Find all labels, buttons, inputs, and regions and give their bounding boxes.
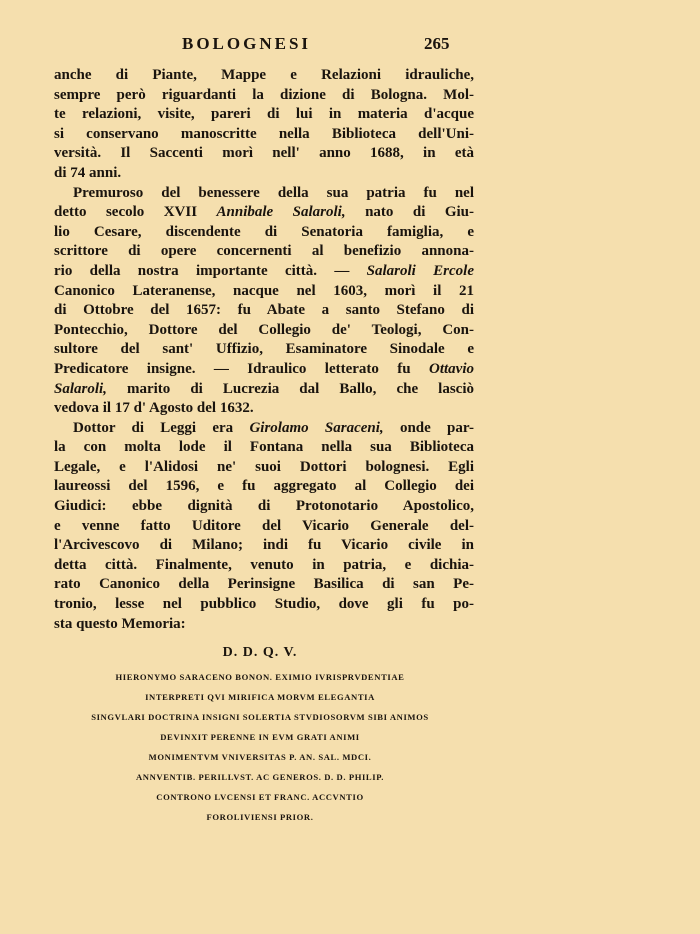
italic-name: Ottavio	[429, 360, 474, 377]
inscription-heading: D. D. Q. V.	[222, 645, 298, 660]
inscription-line: CONTRONO LVCENSI ET FRANC. ACCVNTIO	[156, 792, 364, 802]
text-line	[54, 615, 474, 635]
text-segment: Legale, e l'Alidosi ne' suoi Dottori bolognesi. Egli	[54, 458, 474, 475]
text-line	[54, 556, 474, 576]
text-line	[54, 282, 474, 302]
body-text	[54, 66, 474, 634]
text-line	[54, 301, 474, 321]
inscription-line: MONIMENTVM VNIVERSITAS P. AN. SAL. MDCI.	[148, 752, 372, 762]
text-segment: Giudici: ebbe dignità di Protonotario Apostolico,	[54, 498, 474, 515]
inscription-line: FOROLIVIENSI PRIOR.	[206, 812, 314, 822]
italic-name: Annibale Salaroli,	[216, 204, 346, 221]
text-line: anche di Piante, Mappe e Relazioni idrauliche,	[54, 67, 474, 83]
text-segment: sultore del sant' Uffizio, Esaminatore Sinodale e	[54, 341, 474, 358]
page-number: 265	[424, 34, 450, 53]
paragraph-1	[54, 66, 474, 184]
inscription-line: INTERPRETI QVI MIRIFICA MORVM ELEGANTIA	[145, 692, 375, 702]
text-line	[54, 223, 474, 243]
inscription-line: ANNVENTIB. PERILLVST. AC GENEROS. D. D. PHILIP.	[135, 772, 385, 782]
text-segment: Pontecchio, Dottore del Collegio de' Teologi, Con-	[54, 321, 474, 338]
text-line: te relazioni, visite, pareri di lui in materia d'acque	[54, 106, 474, 123]
text-segment: Canonico Lateranense, nacque nel 1603, morì il 21	[54, 282, 474, 299]
text-line: versità. Il Saccenti morì nell' anno 1688, in età	[54, 145, 474, 162]
text-line	[54, 458, 474, 478]
memorial-inscription	[40, 645, 480, 827]
inscription-lines	[40, 667, 480, 827]
text-line	[54, 517, 474, 537]
text-segment: nato di Giu-	[345, 204, 474, 221]
italic-name: Salaroli Ercole	[366, 262, 474, 279]
italic-name: Salaroli,	[54, 380, 107, 397]
text-segment: tronio, lesse nel pubblico Studio, dove gli fu po-	[54, 596, 474, 613]
text-line	[54, 536, 474, 556]
text-segment: la con molta lode il Fontana nella sua Biblioteca	[54, 439, 474, 456]
inscription-line: HIERONYMO SARACENO BONON. EXIMIO IVRISPRVDENTIAE	[115, 672, 405, 682]
text-segment: Predicatore insigne. — Idraulico letterato fu	[54, 360, 429, 377]
text-segment: detta città. Finalmente, venuto in patria, e dichia-	[54, 556, 474, 573]
text-segment: detto secolo XVII	[54, 204, 217, 221]
text-segment: rato Canonico della Perinsigne Basilica di san Pe-	[54, 576, 474, 593]
text-segment: Premuroso del benessere della sua patria fu nel	[73, 184, 474, 201]
text-segment: vedova il 17 d' Agosto del 1632.	[54, 400, 254, 417]
text-segment: Dottor di Leggi era	[73, 419, 250, 436]
text-line	[54, 242, 474, 262]
text-line	[54, 477, 474, 497]
text-line	[54, 360, 474, 380]
page-header	[0, 34, 700, 58]
text-line: di 74 anni.	[54, 164, 122, 181]
italic-name: Girolamo Saraceni,	[249, 419, 384, 436]
text-line: si conservano manoscritte nella Biblioteca dell'Uni-	[54, 125, 474, 142]
paragraph-3	[54, 419, 474, 635]
text-line	[54, 419, 474, 439]
text-line	[54, 575, 474, 595]
inscription-line: SINGVLARI DOCTRINA INSIGNI SOLERTIA STVDIOSORVM SIBI ANIMOS	[91, 712, 429, 722]
text-line	[54, 184, 474, 204]
text-line	[54, 262, 474, 282]
text-line	[54, 380, 474, 400]
text-segment: l'Arcivescovo di Milano; indi fu Vicario civile in	[54, 537, 474, 554]
text-line	[54, 438, 474, 458]
text-segment: lio Cesare, discendente di Senatoria famiglia, e	[54, 223, 474, 240]
text-line	[54, 595, 474, 615]
text-segment: e venne fatto Uditore del Vicario Generale del-	[54, 517, 474, 534]
text-segment: marito di Lucrezia dal Ballo, che lasciò	[106, 380, 474, 397]
text-line	[54, 399, 474, 419]
text-segment: laureossi del 1596, e fu aggregato al Collegio dei	[54, 478, 474, 495]
text-segment: di Ottobre del 1657: fu Abate a santo Stefano di	[54, 302, 474, 319]
text-line	[54, 203, 474, 223]
text-line: sempre però riguardanti la dizione di Bologna. Mol-	[54, 86, 474, 103]
text-line	[54, 321, 474, 341]
text-segment: rio della nostra importante città. —	[54, 262, 367, 279]
text-segment: onde par-	[383, 419, 474, 436]
text-segment: sta questo Memoria:	[54, 615, 186, 632]
running-title: BOLOGNESI	[182, 34, 312, 53]
text-line	[54, 340, 474, 360]
text-segment: scrittore di opere concernenti al benefizio annona-	[54, 243, 474, 260]
paragraph-2	[54, 184, 474, 419]
inscription-line: DEVINXIT PERENNE IN EVM GRATI ANIMI	[160, 732, 360, 742]
text-line	[54, 497, 474, 517]
